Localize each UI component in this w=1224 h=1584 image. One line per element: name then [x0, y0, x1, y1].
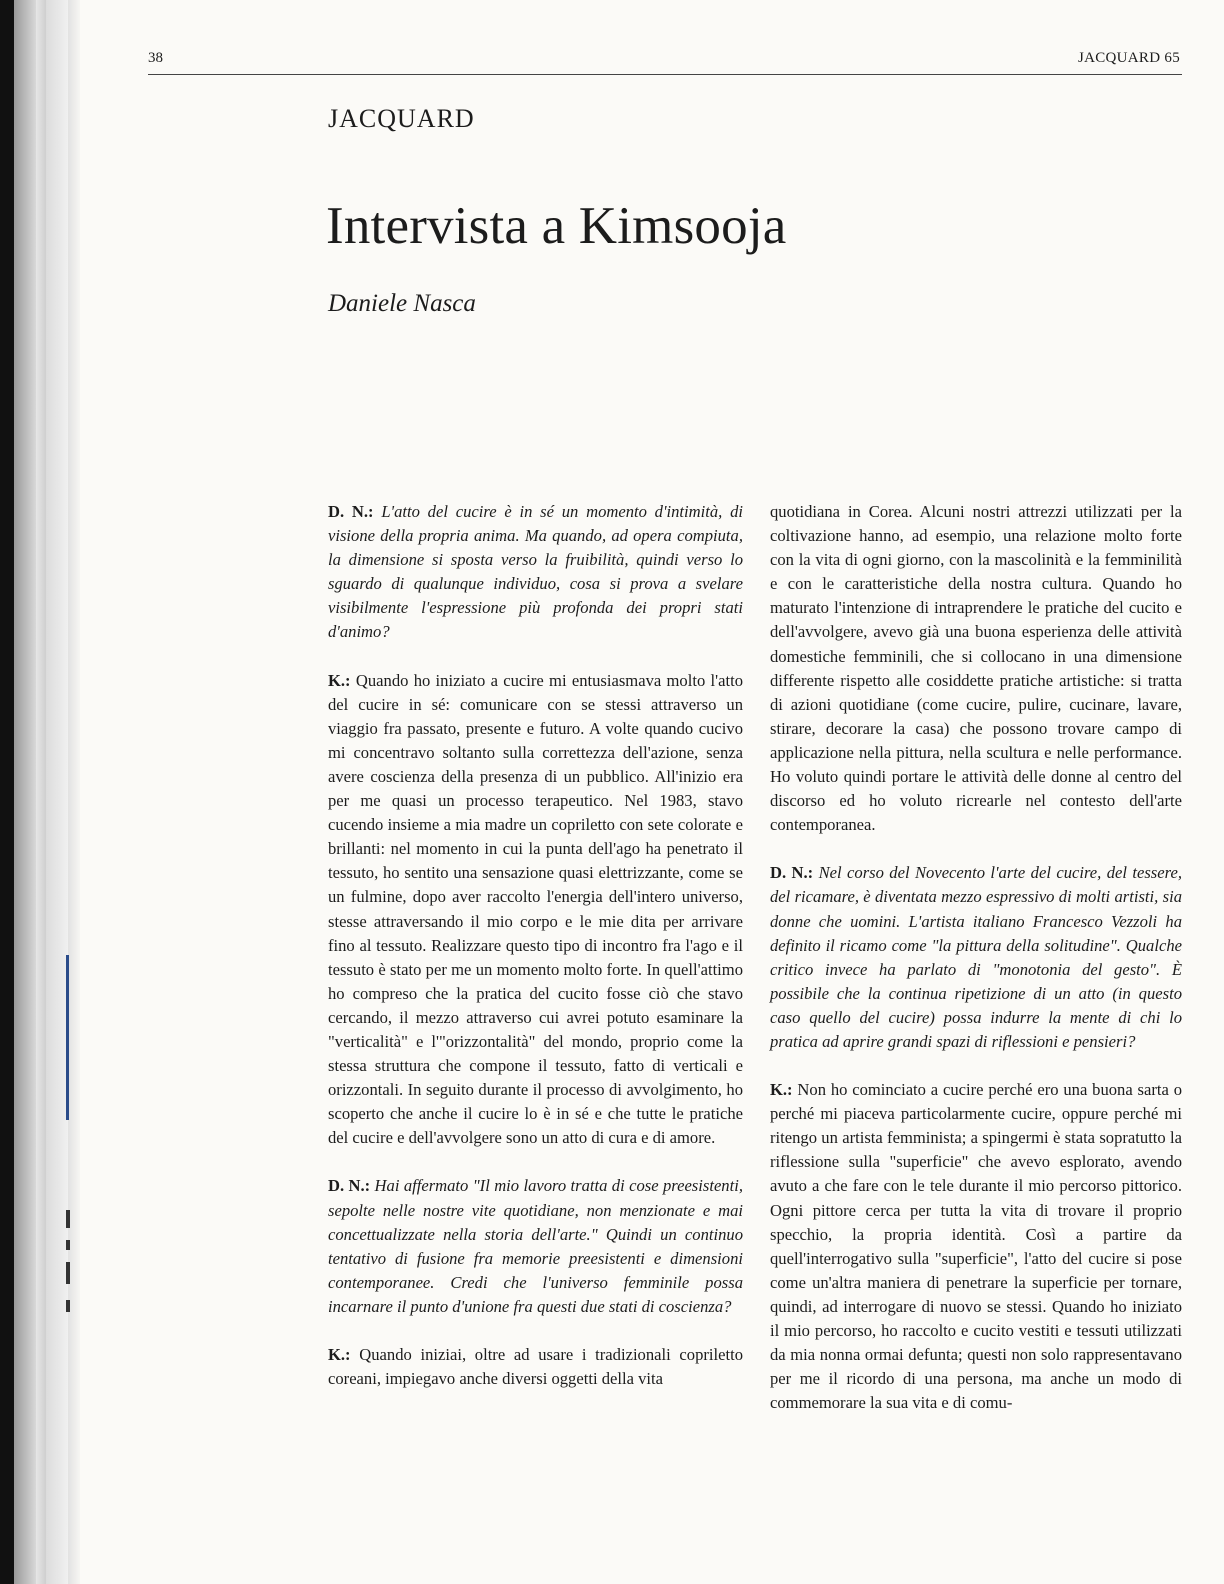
answer-text: quotidiana in Corea. Alcuni nostri attrezzi utilizzati per la coltivazione hanno, ad esempio, una relazione molto forte con la vita di ogni giorno, con la mascolinità e la femminilità e con le caratteristiche della nostra cultura. Quando ho maturato l'intenzione di intraprendere le pratiche del cucito e dell'avvolgere, avevo già una buona esperienza delle attività domestiche femminili, che si collocano in una dimensione differente rispetto alle cosiddette pratiche artistiche: si tratta di azioni quotidiane (come cucire, pulire, cucinare, lavare, stirare, decorare la casa) che possono trovare campo di applicazione nella pittura, nella scultura e nelle performance. Ho voluto quindi portare le attività delle donne al centro del discorso ed ho voluto ricrearle nel contesto dell'arte contemporanea. — [770, 502, 1182, 835]
running-title: JACQUARD 65 — [1077, 50, 1180, 66]
article-title: Intervista a Kimsooja — [326, 197, 787, 255]
speaker-label: K.: — [770, 1080, 793, 1100]
running-header — [148, 50, 1182, 75]
paragraph — [328, 1174, 743, 1319]
question-text: Hai affermato "Il mio lavoro tratta di cose preesistenti, sepolte nelle nostre vite quotidiane, non menzionate e mai concettualizzate nella storia dell'arte." Quindi un continuo tentativo di fusione fra memorie preesistenti e dimensioni contemporanee. Credi che l'universo femminile possa incarnare il punto d'unione fra questi due stati di coscienza? — [328, 1176, 743, 1316]
paragraph — [328, 500, 743, 645]
speaker-label: K.: — [328, 670, 351, 690]
page-number: 38 — [148, 50, 163, 66]
paragraph — [328, 669, 743, 1151]
paragraph — [770, 861, 1182, 1054]
section-label: JACQUARD — [328, 104, 475, 133]
article-author: Daniele Nasca — [328, 290, 476, 317]
answer-text: Quando iniziai, oltre ad usare i tradizionali copriletto coreani, impiegavo anche diversi oggetti della vita — [328, 1345, 743, 1389]
question-text: Nel corso del Novecento l'arte del cucire, del tessere, del ricamare, è diventata mezzo espressivo di molti artisti, sia donne che uomini. L'artista italiano Francesco Vezzoli ha definito il ricamo come "la pittura della solitudine". Qualche critico invece ha parlato di "monotonia del gesto". È possibile che la continua ripetizione di un atto (in questo caso quello del cucire) possa indurre la mente di chi lo pratica ad aprire grandi spazi di riflessioni e pensieri? — [770, 863, 1182, 1051]
paragraph — [328, 1343, 743, 1391]
speaker-label: K.: — [328, 1345, 351, 1364]
speaker-label: D. N.: — [770, 863, 814, 883]
answer-text: Non ho cominciato a cucire perché ero una buona sarta o perché mi piaceva particolarmente cucire, oppure perché mi ritengo un artista femminista; a spingermi è stata sopratutto la riflessione sulla "superficie" che avevo esplorato, avendo avuto a che fare con le tele durante il mio percorso pittorico. Ogni pittore cerca per tutta la vita di trovare il proprio specchio, la propria identità. Così a partire da quell'interrogativo sulla "superficie", l'atto del cucire si pose come un'altra maniera di penetrare la superficie per tornare, quindi, ad interrogare di nuovo se stessi. Quando ho iniziato il mio percorso, ho raccolto e cucito vestiti e tessuti utilizzati da mia nonna ormai defunta; questi non solo rappresentavano per me il ricordo di una persona, ma anche un modo di commemorare la sua vita e di comu- — [770, 1080, 1182, 1413]
right-text-column — [770, 500, 1182, 1439]
left-text-column — [328, 500, 743, 1415]
answer-text: Quando ho iniziato a cucire mi entusiasmava molto l'atto del cucire in sé: comunicare con se stessi attraverso un viaggio fra passato, presente e futuro. A volte quando cucivo mi concentravo soltanto sulla correttezza dell'azione, senza avere coscienza della presenza di un pubblico. All'inizio era per me quasi un processo terapeutico. Nel 1983, stavo cucendo insieme a mia madre un copriletto con sete colorate e brillanti: nel momento in cui la punta dell'ago ha penetrato il tessuto, ho sentito una sensazione quasi elettrizzante, come se un fulmine, dopo aver raccolto l'energia dell'intero universo, stesse attraversando il mio corpo e le mie dita per arrivare fino al tessuto. Realizzare questo tipo di incontro fra l'ago e il tessuto è stato per me un momento molto forte. In quell'attimo ho compreso che la pratica del cucito fosse ciò che stavo cercando, il mezzo attraverso cui avrei potuto esaminare la "verticalità" e l'"orizzontalità" del mondo, proprio come la stessa struttura che compone il tessuto, fatto di verticali e orizzontali. In seguito durante il processo di avvolgimento, ho scoperto che anche il cucire lo è in sé e che tutte le pratiche del cucire e dell'avvolgere sono un atto di cura e di amore. — [328, 670, 743, 1148]
question-text: L'atto del cucire è in sé un momento d'intimità, di visione della propria anima. Ma quando, ad opera compiuta, la dimensione si sposta verso la fruibilità, quindi verso lo sguardo di qualunque individuo, cosa si prova a svelare visibilmente l'espressione più profonda dei propri stati d'animo? — [328, 502, 743, 642]
speaker-label: D. N.: — [328, 1176, 371, 1196]
paragraph — [770, 500, 1182, 837]
scan-binding-edge — [0, 0, 80, 1584]
speaker-label: D. N.: — [328, 502, 374, 521]
paragraph — [770, 1078, 1182, 1415]
